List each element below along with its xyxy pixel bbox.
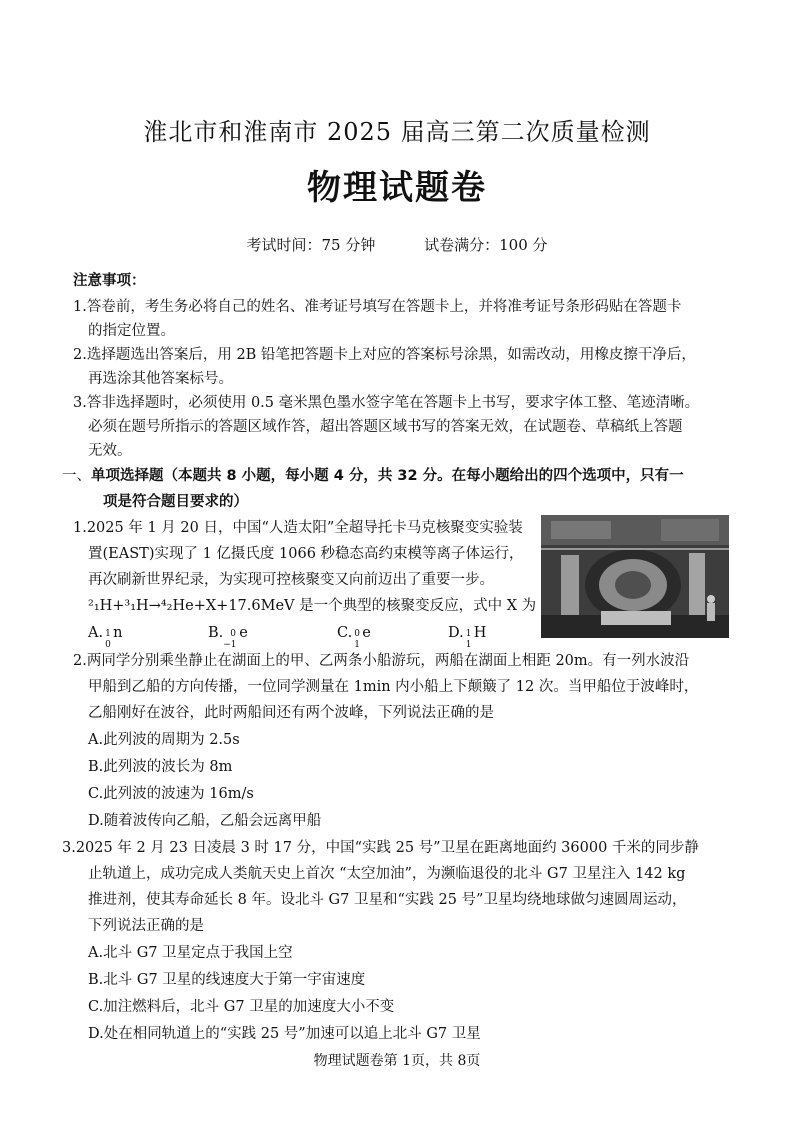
q1-line: 1.2025 年 1 月 20 日，中国“人造太阳”全超导托卡马克核聚变实验装	[73, 520, 523, 536]
q1-option-c	[337, 620, 371, 650]
exam-header-title: 淮北市和淮南市 2025 届高三第二次质量检测	[143, 118, 651, 146]
q1-line: 再次刷新世界纪录，为实现可控核聚变又向前迈出了重要一步。	[88, 572, 494, 588]
exam-subject-title: 物理试题卷	[307, 168, 487, 208]
nuclide	[464, 623, 474, 650]
q3-option-d: D.处在相同轨道上的“实践 25 号”加速可以追上北斗 G7 卫星	[88, 1026, 481, 1042]
symbol: e	[239, 625, 248, 641]
notice-line: 2.选择题选出答案后，用 2B 铅笔把答题卡上对应的答案标号涂黑，如需改动，用橡皮擦干净后，	[73, 347, 696, 363]
q2-line: 2.两同学分别乘坐静止在湖面上的甲、乙两条小船游玩，两船在湖面上相距 20m。有一列水波沿	[73, 653, 690, 669]
q2-option-d: D.随着波传向乙船，乙船会远离甲船	[88, 813, 322, 829]
east-device-illustration	[541, 515, 729, 638]
east-device-photo	[541, 515, 729, 638]
page-footer: 物理试题卷第 1页，共 8页	[313, 1053, 481, 1069]
charge-number: 1	[354, 640, 360, 650]
nuclide	[223, 623, 239, 650]
q2-option-c: C.此列波的波速为 16m/s	[88, 786, 254, 802]
mass-number: 1	[105, 629, 111, 639]
charge-number: 1	[465, 640, 472, 650]
q3-option-c: C.加注燃料后，北斗 G7 卫星的加速度大小不变	[88, 999, 395, 1015]
q3-option-b: B.北斗 G7 卫星的线速度大于第一宇宙速度	[88, 972, 366, 988]
q3-option-a: A.北斗 G7 卫星定点于我国上空	[88, 945, 293, 961]
charge-number: −1	[223, 640, 237, 650]
section-title: 单项选择题（本题共 8 小题，每小题 4 分，共 32 分。在每小题给出的四个选项中，只有一	[91, 468, 684, 484]
symbol: n	[113, 625, 123, 641]
exam-meta	[0, 234, 794, 255]
q1-line: 置(EAST)实现了 1 亿摄氏度 1066 秒稳态高约束模等离子体运行，	[88, 546, 524, 562]
option-label: A.	[88, 625, 104, 641]
notice-line: 必须在题号所指示的答题区域作答，超出答题区域书写的答案无效，在试题卷、草稿纸上答题	[88, 419, 683, 435]
section-heading-line	[62, 463, 684, 489]
charge-number: 0	[105, 640, 111, 650]
mass-number: 1	[465, 629, 472, 639]
notice-line: 3.答非选择题时，必须使用 0.5 毫米黑色墨水签字笔在答题卡上书写，要求字体工整、笔迹清晰。	[73, 395, 700, 411]
option-label: C.	[337, 625, 353, 641]
q2-line: 乙船刚好在波谷，此时两船间还有两个波峰，下列说法正确的是	[88, 705, 494, 721]
option-label: D.	[448, 625, 464, 641]
q1-option-d	[448, 620, 487, 650]
notice-line: 1.答卷前，考生务必将自己的姓名、准考证号填写在答题卡上，并将准考证号条形码贴在答题卡	[73, 299, 682, 315]
nuclide	[352, 623, 362, 650]
notice-heading: 注意事项：	[73, 273, 146, 289]
q3-line: 3.2025 年 2 月 23 日凌晨 3 时 17 分，中国“实践 25 号”卫星在距离地面约 36000 千米的同步静	[62, 840, 699, 856]
q1-option-b	[208, 620, 248, 650]
notice-line: 的指定位置。	[88, 323, 175, 339]
exam-time: 考试时间：75 分钟	[246, 236, 376, 254]
q3-line: 下列说法正确的是	[88, 918, 204, 934]
section-number: 一、	[62, 468, 91, 484]
mass-number: 0	[354, 629, 360, 639]
section-title-cont: 项是符合题目要求的）	[103, 494, 248, 510]
notice-line: 无效。	[88, 443, 132, 459]
symbol: e	[362, 625, 371, 641]
option-label: B.	[208, 625, 224, 641]
mass-number: 0	[230, 629, 236, 639]
exam-score: 试卷满分：100 分	[424, 236, 548, 254]
nuclide	[103, 623, 113, 650]
notice-line: 再选涂其他答案标号。	[88, 371, 233, 387]
q3-line: 止轨道上，成功完成人类航天史上首次 “太空加油”，为濒临退役的北斗 G7 卫星注入 142 kg	[88, 866, 686, 882]
q1-reaction: ²₁H+³₁H→⁴₂He+X+17.6MeV 是一个典型的核聚变反应，式中 X 为	[88, 598, 537, 614]
q2-option-b: B.此列波的波长为 8m	[88, 759, 233, 775]
symbol: H	[473, 625, 487, 641]
q2-line: 甲船到乙船的方向传播，一位同学测量在 1min 内小船上下颠簸了 12 次。当甲船位于波峰时，	[88, 679, 699, 695]
q1-option-a	[88, 620, 123, 650]
q2-option-a: A.此列波的周期为 2.5s	[88, 732, 240, 748]
q3-line: 推进剂，使其寿命延长 8 年。设北斗 G7 卫星和“实践 25 号”卫星均绕地球做匀速圆周运动，	[88, 892, 687, 908]
